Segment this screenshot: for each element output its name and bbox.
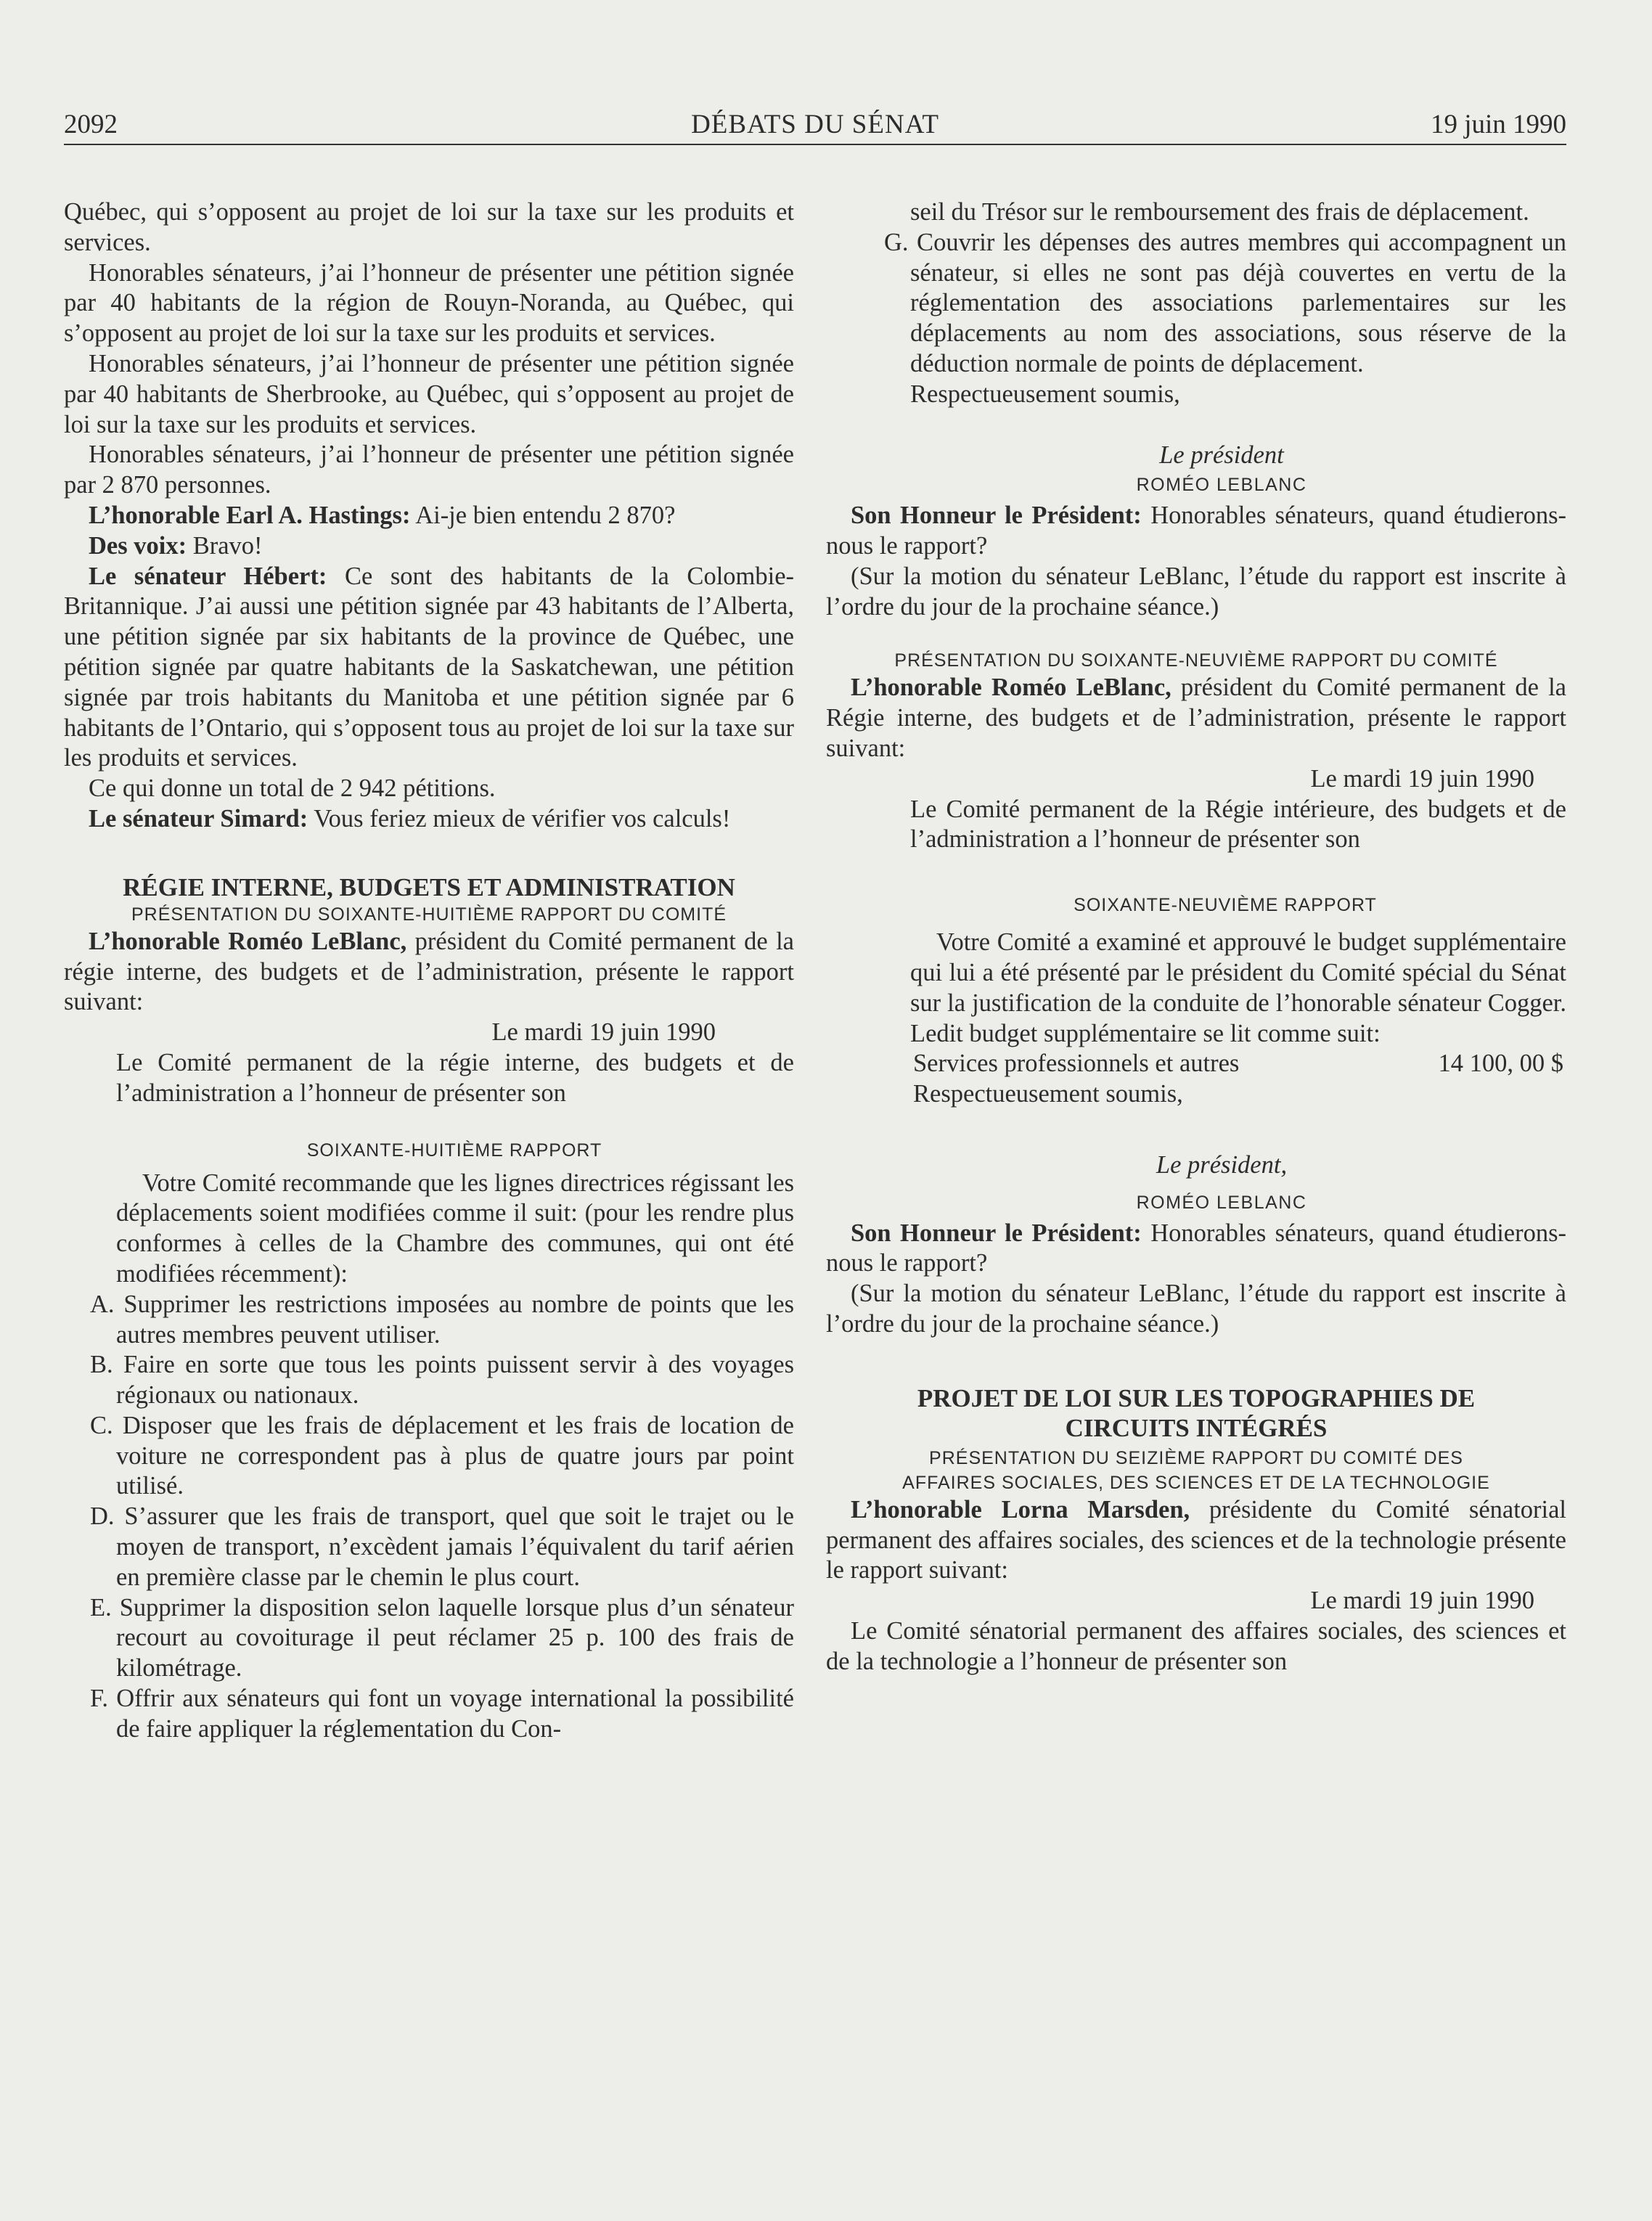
speaker-name: Son Honneur le Président: — [851, 502, 1142, 530]
list-item: F. Offrir aux sénateurs qui font un voyage international la possibilité de faire appliquer la réglementation du Con- — [90, 1685, 794, 1743]
publication-title: DÉBATS DU SÉNAT — [691, 110, 939, 139]
speech — [826, 501, 1566, 562]
report-intro: Le Comité permanent de la Régie intérieure, des budgets et de l’administration a l’honneur de présenter son — [910, 795, 1566, 854]
speech-text: Ai-je bien entendu 2 870? — [410, 501, 676, 529]
paragraph: Honorables sénateurs, j’ai l’honneur de présenter une pétition signée par 40 habitants de la région de Rouyn-Noranda, au Québec, qui s’opposent au projet de loi sur la taxe sur les produits et services. — [64, 258, 794, 348]
report-title: SOIXANTE-NEUVIÈME RAPPORT — [1074, 895, 1377, 916]
budget-item-label: Services professionnels et autres — [913, 1050, 1240, 1078]
section-subheading: PRÉSENTATION DU SOIXANTE-NEUVIÈME RAPPORT DU COMITÉ — [894, 650, 1498, 671]
page-header — [64, 109, 1566, 147]
header-date: 19 juin 1990 — [1430, 110, 1566, 139]
section-heading-line: PROJET DE LOI SUR LES TOPOGRAPHIES DE — [917, 1383, 1476, 1412]
report-body: Votre Comité recommande que les lignes directrices régissant les déplacements soient modifiées comme il suit: (pour les rendre plus conformes à celles de la Chambre des communes, qui ont été modifiées récemment): — [116, 1169, 795, 1288]
report-body: Votre Comité a examiné et approuvé le budget supplémentaire qui lui a été présenté par le président du Comité spécial du Sénat sur la justification de la conduite de l’honorable sénateur Cogger. Ledit budget supplémentaire se lit comme suit: — [910, 928, 1566, 1047]
speech-text: président du Comité permanent de la régie interne, des budgets et de l’administration, présente le rapport suivant: — [64, 927, 794, 1016]
speech — [826, 1219, 1566, 1280]
section-subheading-line: AFFAIRES SOCIALES, DES SCIENCES ET DE LA TECHNOLOGIE — [902, 1472, 1490, 1493]
speech-text: Vous feriez mieux de vérifier vos calculs! — [308, 804, 731, 833]
list-item: D. S’assurer que les frais de transport, quel que soit le trajet ou le moyen de transport, n’excèdent jamais l’équivalent du tarif aérien en première classe par le chemin le plus court. — [90, 1502, 794, 1591]
speaker-name: L’honorable Earl A. Hastings: — [89, 501, 411, 529]
report-date: Le mardi 19 juin 1990 — [1310, 764, 1534, 793]
list-item: E. Supprimer la disposition selon laquelle lorsque plus d’un sénateur recourt au covoiturage il peut réclamer 25 p. 100 des frais de kilométrage. — [90, 1593, 794, 1682]
speech — [64, 562, 794, 774]
speaker-name: L’honorable Roméo LeBlanc, — [851, 674, 1171, 702]
speech — [826, 1495, 1566, 1586]
signature-name: ROMÉO LEBLANC — [1136, 475, 1307, 496]
speech-text: président du Comité permanent de la Régie interne, des budgets et de l’administration, présente le rapport suivant: — [826, 674, 1566, 762]
section-heading — [826, 1383, 1566, 1443]
list-item: A. Supprimer les restrictions imposées au nombre de points que les autres membres peuvent utiliser. — [90, 1290, 794, 1349]
signature-name: ROMÉO LEBLANC — [1136, 1192, 1307, 1213]
speech-text: Honorables sénateurs, quand étudierons-nous le rapport? — [826, 502, 1566, 560]
speech-text: Honorables sénateurs, quand étudierons-nous le rapport? — [826, 1219, 1566, 1277]
section-subheading — [826, 1446, 1566, 1495]
paragraph: Québec, qui s’opposent au projet de loi sur la taxe sur les produits et services. — [64, 198, 794, 256]
speech-text: Bravo! — [187, 531, 263, 560]
budget-line — [826, 1049, 1566, 1079]
section-subheading-line: PRÉSENTATION DU SEIZIÈME RAPPORT DU COMITÉ DES — [929, 1447, 1463, 1468]
paragraph: Honorables sénateurs, j’ai l’honneur de présenter une pétition signée par 2 870 personnes. — [64, 441, 794, 499]
closing: Respectueusement soumis, — [913, 1080, 1183, 1108]
report-title: SOIXANTE-HUITIÈME RAPPORT — [306, 1140, 602, 1161]
speaker-name: Le sénateur Hébert: — [89, 562, 327, 590]
list-item: C. Disposer que les frais de déplacement et les frais de location de voiture ne correspondent pas à plus de quatre jours par point utilisé. — [90, 1411, 794, 1500]
list-item: G. Couvrir les dépenses des autres membres qui accompagnent un sénateur, si elles ne sont pas déjà couvertes en vertu de la réglementation des associations parlementaires sur les déplacements au nom des associations, sous réserve de la déduction normale de points de déplacement. — [884, 228, 1566, 377]
speech — [64, 531, 794, 562]
speech — [64, 501, 794, 531]
speaker-name: Des voix: — [89, 531, 187, 560]
speech — [64, 804, 794, 835]
section-heading: RÉGIE INTERNE, BUDGETS ET ADMINISTRATION — [123, 872, 735, 901]
page-number: 2092 — [64, 110, 118, 139]
left-column — [64, 197, 794, 1745]
list-item: B. Faire en sorte que tous les points puissent servir à des voyages régionaux ou nationaux. — [90, 1351, 794, 1410]
right-column — [826, 197, 1566, 1677]
speaker-name: L’honorable Lorna Marsden, — [851, 1495, 1190, 1523]
section-subheading: PRÉSENTATION DU SOIXANTE-HUITIÈME RAPPORT DU COMITÉ — [131, 904, 727, 925]
report-intro: Le Comité permanent de la régie interne, des budgets et de l’administration a l’honneur de présenter son — [116, 1048, 794, 1107]
signature-title: Le président, — [1156, 1150, 1288, 1179]
paragraph: Ce qui donne un total de 2 942 pétitions. — [89, 774, 496, 803]
header-rule — [64, 144, 1566, 145]
speech — [826, 673, 1566, 764]
procedural-note: (Sur la motion du sénateur LeBlanc, l’étude du rapport est inscrite à l’ordre du jour de la prochaine séance.) — [826, 1280, 1566, 1338]
report-date: Le mardi 19 juin 1990 — [491, 1018, 716, 1047]
report-intro: Le Comité sénatorial permanent des affaires sociales, des sciences et de la technologie a l’honneur de présenter son — [826, 1616, 1566, 1675]
speaker-name: Le sénateur Simard: — [89, 804, 308, 833]
list-item-continued: seil du Trésor sur le remboursement des frais de déplacement. — [910, 198, 1529, 226]
report-date: Le mardi 19 juin 1990 — [1310, 1587, 1534, 1615]
section-heading-line: CIRCUITS INTÉGRÉS — [1065, 1413, 1328, 1442]
speech-text: présidente du Comité sénatorial permanent des affaires sociales, des sciences et de la technologie présente le rapport suivant: — [826, 1495, 1566, 1584]
signature-title: Le président — [1159, 441, 1284, 469]
speaker-name: L’honorable Roméo LeBlanc, — [89, 927, 407, 955]
speech — [64, 927, 794, 1018]
budget-item-amount: 14 100, 00 $ — [1438, 1050, 1563, 1078]
speaker-name: Son Honneur le Président: — [851, 1219, 1142, 1247]
speech-text: Ce sont des habitants de la Colombie-Britannique. J’ai aussi une pétition signée par 43 habitants de l’Alberta, une pétition signée par six habitants de la province de Québec, une pétition signée par quatre habitants de la Saskatchewan, une pétition signée par trois habitants du Manitoba et une pétition signée par 6 habitants de l’Ontario, qui s’opposent tous au projet de loi sur la taxe sur les produits et services. — [64, 562, 794, 772]
paragraph: Honorables sénateurs, j’ai l’honneur de présenter une pétition signée par 40 habitants de Sherbrooke, au Québec, qui s’opposent au projet de loi sur la taxe sur les produits et services. — [64, 349, 794, 438]
procedural-note: (Sur la motion du sénateur LeBlanc, l’étude du rapport est inscrite à l’ordre du jour de la prochaine séance.) — [826, 562, 1566, 621]
closing: Respectueusement soumis, — [910, 380, 1180, 408]
